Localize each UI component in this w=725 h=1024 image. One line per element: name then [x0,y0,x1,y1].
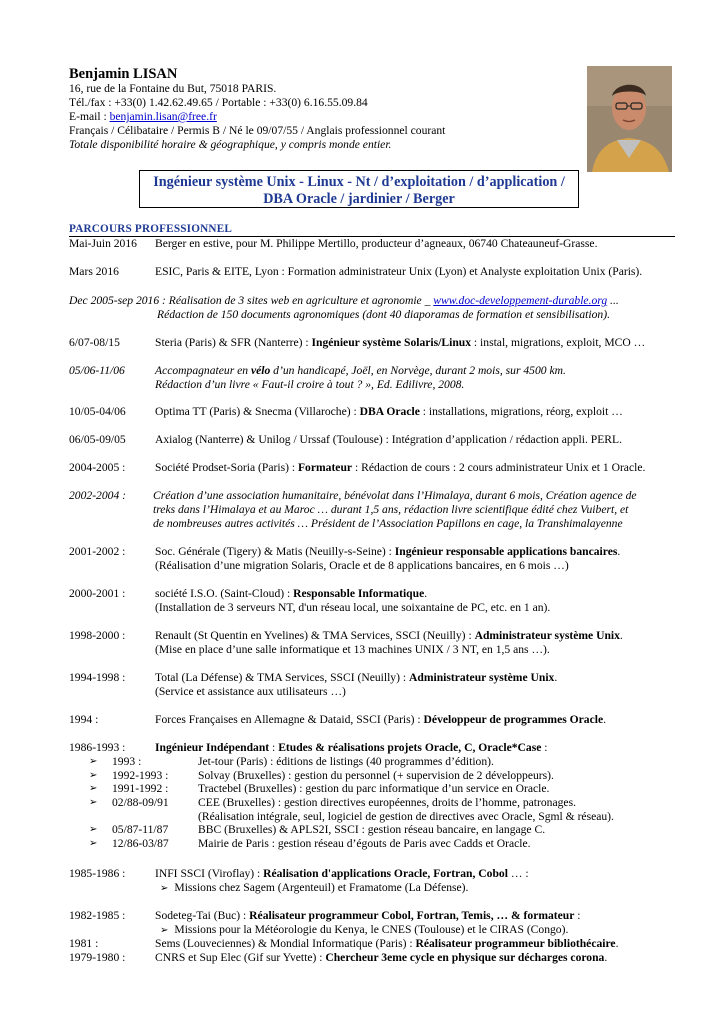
arrow-bullet-icon: ➢ [89,783,98,795]
entry-text: ESIC, Paris & EITE, Lyon : Formation administrateur Unix (Lyon) et Analyste exploitation Unix (Paris). [155,265,643,278]
entry-text: Axialog (Nanterre) & Unilog / Urssaf (Toulouse) : Intégration d’application / rédaction appli. PERL. [155,433,622,446]
entry-date: 1981 : [69,937,99,950]
entry-date: 2001-2002 : [69,545,126,558]
entry-date: Mars 2016 [69,265,119,278]
entry-date: 10/05-04/06 [69,405,126,418]
entry-date: 1994-1998 : [69,671,126,684]
entry-date: 2000-2001 : [69,587,126,600]
entry-text: Dec 2005-sep 2016 : Réalisation de 3 sites web en agriculture et agronomie _ [69,294,434,307]
mission-item: ➢ 05/87-11/87 BBC (Bruxelles) & APLS2I, SSCI : gestion réseau bancaire, en langage C. [89,823,546,837]
contact-block [69,82,569,152]
entry-role: Ingénieur Indépendant [155,741,270,754]
portrait-photo [587,66,672,172]
arrow-bullet-icon: ➢ [89,769,98,781]
entry-date: 05/06-11/06 [69,364,125,377]
entry-role: DBA Oracle [359,405,420,418]
mission-item: ➢ Missions chez Sagem (Argenteuil) et Framatome (La Défense). [160,881,469,894]
phone: Tél./fax : +33(0) 1.42.62.49.65 / Portable : +33(0) 6.16.55.09.84 [69,96,368,109]
entry-date: 06/05-09/05 [69,433,126,446]
arrow-bullet-icon: ➢ [89,838,98,850]
website-link[interactable]: www.doc-developpement-durable.org [433,294,608,307]
entry-role: Réalisation d'applications Oracle, Fortran, Cobol [263,867,508,880]
mission-item: ➢ 12/86-03/87 Mairie de Paris : gestion réseau d’égouts de Paris avec Cadds et Oracle. [89,837,531,851]
mission-item: ➢ 1993 : Jet-tour (Paris) : éditions de listings (40 programmes d’édition). [89,755,494,768]
entry-text-2: Rédaction de 150 documents agronomiques (dont 40 diaporamas de formation et sensibilisation). [157,308,610,321]
entry-role: vélo [250,364,271,377]
entry-role: Administrateur système Unix [409,671,555,684]
entry-date: 1986-1993 : [69,741,126,754]
availability: Totale disponibilité horaire & géographique, y compris monde entier. [69,138,392,151]
entry-role: Administrateur système Unix [474,629,620,642]
mission-item-continued: (Réalisation intégrale, seul, logiciel de gestion de directives avec Oracle, Sgml & réseau). [198,809,614,823]
entry-date: 2004-2005 : [69,461,126,474]
arrow-bullet-icon: ➢ [89,824,98,836]
entry-role: Ingénieur responsable applications bancaires [394,545,618,558]
arrow-bullet-icon: ➢ [160,883,169,894]
portrait-image [587,66,672,172]
entry-role: Responsable Informatique [293,587,425,600]
entry-date: 1985-1986 : [69,867,126,880]
address: 16, rue de la Fontaine du But, 75018 PARIS. [69,82,277,95]
entry-role: Formateur [297,461,353,474]
entry-role: Chercheur 3eme cycle en physique sur décharges corona [325,951,605,964]
mission-item: ➢ 1991-1992 : Tractebel (Bruxelles) : gestion du parc informatique d’un service en Oracle. [89,782,550,796]
entry-role: Ingénieur système Solaris/Linux [311,336,472,349]
mission-item: ➢ 02/88-09/91 CEE (Bruxelles) : gestion directives européennes, droits de l’homme, patronages. [89,796,576,810]
arrow-bullet-icon: ➢ [89,756,98,767]
job-title-line-2: DBA Oracle / jardinier / Berger [263,191,455,207]
job-title-box [139,170,579,208]
arrow-bullet-icon: ➢ [160,925,169,936]
section-title: PARCOURS PROFESSIONNEL [69,223,233,235]
entry-date: 1994 : [69,713,99,726]
job-title-line-1: Ingénieur système Unix - Linux - Nt / d’exploitation / d’application / [153,174,565,190]
entry-date: 6/07-08/15 [69,336,120,349]
entry-date: Mai-Juin 2016 [69,237,137,250]
entry-text: Berger en estive, pour M. Philippe Mertillo, producteur d’agneaux, 06740 Chateauneuf-Grasse. [155,237,598,250]
mission-item: ➢ Missions pour la Météorologie du Kenya, le CNES (Toulouse) et le CIRAS (Congo). [160,923,569,936]
mission-list [69,755,689,851]
entry-date: 1979-1980 : [69,951,126,964]
entry-date: 1982-1985 : [69,909,126,922]
arrow-bullet-icon: ➢ [89,797,98,809]
candidate-name: Benjamin LISAN [69,66,178,82]
email-link[interactable]: benjamin.lisan@free.fr [109,110,217,123]
cv-page: Benjamin LISAN 16, rue de la Fontaine du But, 75018 PARIS. Tél./fax : +33(0) 1.42.62.49.65 / Portable : +33(0) 6.16.55.09.84 E-mail : benjamin.lisan@free.fr Français / Célibataire / Permis B / Né le 09/07/55 / Anglais professionnel courant Totale disponibilité horaire & géographique, y compris monde entier. Ingénieur système Unix - Linux - Nt / d’exploitation / d’application / DBA Oracle / jardinier / Berger PARCOURS PROFESSIONNEL Mai-Juin 2016 Berger en estive, pour M. Philippe Mertillo, producteur d’agneaux, 06740 Chateauneuf-Grasse. Mars 2016 ESIC, Paris & EITE, Lyon : Formation administrateur Unix (Lyon) et Analyste exploitation Unix (Paris). Dec 2005-sep 2016 : Réalisation de 3 sites web en agriculture et agronomie _ www.doc-developpement-durable.org ... Rédaction de 150 documents agronomiques (dont 40 diaporamas de formation et sensibilisation). 6/07-08/15 Steria (Paris) & SFR (Nanterre) : Ingénieur système Solaris/Linux : instal, migrations, exploit, MCO … 05/06-11/06 Accompagnateur en vélo d’un handicapé, Joël, en Norvège, durant 2 mois, sur 4500 km. Rédaction d’un livre « Faut-il croire à tout ? », Ed. Edilivre, 2008. 10/05-04/06 Optima TT (Paris) & Snecma (Villaroche) : DBA Oracle : installations, migrations, réorg, exploit … 06/05-09/05 Axialog (Nanterre) & Unilog / Urssaf (Toulouse) : Intégration d’application / rédaction appli. PERL. 2004-2005 : Société Prodset-Soria (Paris) : Formateur : Rédaction de cours : 2 cours administrateur Unix et 1 Oracle. 2002-2004 : Création d’une association humanitaire, bénévolat dans l’Himalaya, durant 6 mois, Création agence de treks dans l’Himalaya et au Maroc … durant 1,5 ans, rédaction livre scientifique édité chez Vuibert, et de nombreuses autres activités … Président de l’Association Papillons en cage, la Transhimalayenne 2001-2002 : Soc. Générale (Tigery) & Matis (Neuilly-s-Seine) : Ingénieur responsable applications bancaires. (Réalisation d’une migration Solaris, Oracle et de 8 applications bancaires, en 6 mois …) 2000-2001 : société I.S.O. (Saint-Cloud) : Responsable Informatique. (Installation de 3 serveurs NT, d'un réseau local, une soixantaine de PC, etc. en 1 an). 1998-2000 : Renault (St Quentin en Yvelines) & TMA Services, SSCI (Neuilly) : Administrateur système Unix. (Mise en place d’une salle informatique et 13 machines UNIX / 3 NT, en 1,5 ans …). 1994-1998 : Total (La Défense) & TMA Services, SSCI (Neuilly) : Administrateur système Unix. (Service et assistance aux utilisateurs …) 1994 : Forces Françaises en Allemagne & Dataid, SSCI (Paris) : Développeur de programmes Oracle. 1986-1993 : Ingénieur Indépendant : Etudes & réalisations projets Oracle, C, Oracle*Case : ➢ 1993 : Jet-tour (Paris) : éditions de listings (40 programmes d’édition). ➢ 1992-1993 : Solvay (Bruxelles) : gestion du personnel (+ supervision de 2 développeurs). ➢ 1991-1992 : Tractebel (Bruxelles) : gestion du parc informatique d’un service en Oracle. ➢ 02/88-09/91 CEE (Bruxelles) : gestion directives européennes, droits de l’homme, patronages. (Réalisation intégrale, seul, logiciel de gestion de directives avec Oracle, Sgml & réseau). ➢ 05/87-11/87 BBC (Bruxelles) & APLS2I, SSCI : gestion réseau bancaire, en langage C. ➢ 12/86-03/87 Mairie de Paris : gestion réseau d’égouts de Paris avec Cadds et Oracle. 1985-1986 : INFI SSCI (Viroflay) : Réalisation d'applications Oracle, Fortran, Cobol … : ➢ Missions chez Sagem (Argenteuil) et Framatome (La Défense). 1982-1985 : Sodeteg-Tai (Buc) : Réalisateur programmeur Cobol, Fortran, Temis, … & formateur : ➢ Missions pour la Météorologie du Kenya, le CNES (Toulouse) et le CIRAS (Congo). 1981 : Sems (Louveciennes) & Mondial Informatique (Paris) : Réalisateur programmeur bibliothécaire. 1979-1980 : CNRS et Sup Elec (Gif sur Yvette) : Chercheur 3eme cycle en physique sur décharges corona. [0,0,725,1024]
email-line: E-mail : benjamin.lisan@free.fr [69,110,217,123]
entry-text-2: Rédaction d’un livre « Faut-il croire à tout ? », Ed. Edilivre, 2008. [155,378,465,391]
experience-entry-web: Dec 2005-sep 2016 : Réalisation de 3 sites web en agriculture et agronomie _ www.doc-developpement-durable.org ... Rédaction de 150 documents agronomiques (dont 40 diaporamas de formation et sensibilisation). [69,294,689,322]
personal-info: Français / Célibataire / Permis B / Né le 09/07/55 / Anglais professionnel courant [69,124,446,137]
mission-item: ➢ 1992-1993 : Solvay (Bruxelles) : gestion du personnel (+ supervision de 2 développeurs). [89,768,554,782]
entry-date: 1998-2000 : [69,629,126,642]
entry-role: Réalisateur programmeur Cobol, Fortran, Temis, … & formateur [249,909,575,922]
entry-date: 2002-2004 : [69,489,126,502]
entry-role: Réalisateur programmeur bibliothécaire [415,937,616,950]
entry-role: Développeur de programmes Oracle [423,713,604,726]
